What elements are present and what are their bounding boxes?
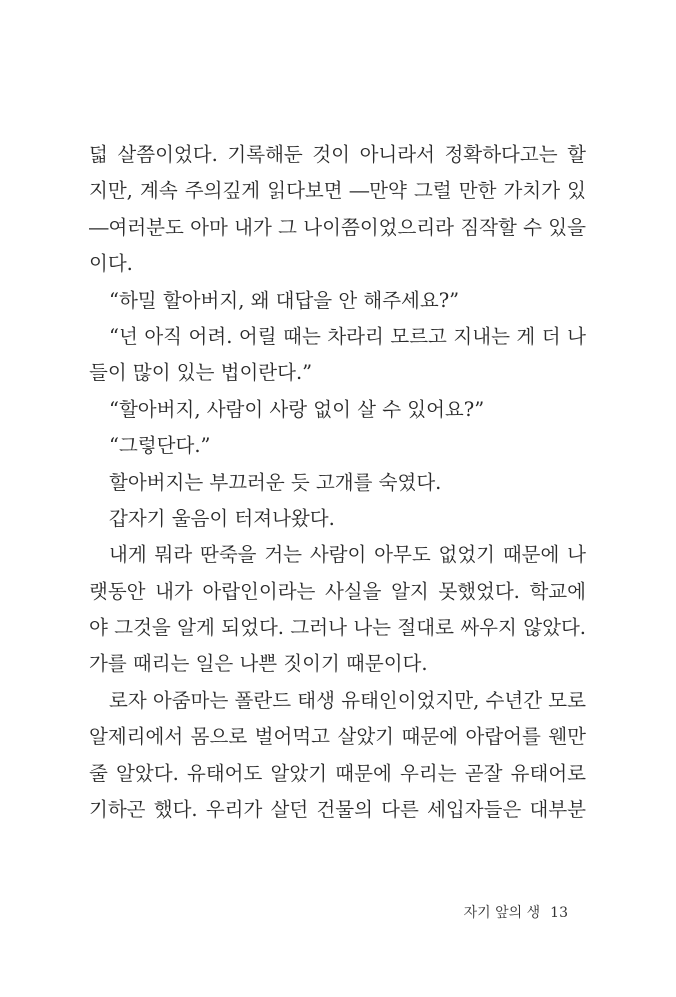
- text-line: 이다.: [89, 252, 133, 276]
- text-line: 할아버지는 부끄러운 듯 고개를 숙였다.: [109, 470, 442, 494]
- text-line: 내게 뭐라 딴죽을 거는 사람이 아무도 없었기 때문에 나: [109, 543, 586, 567]
- page-number: 13: [550, 905, 568, 921]
- text-line: 지만, 계속 주의깊게 읽다보면 ―만약 그럴 만한 가치가 있: [89, 179, 586, 203]
- text-line: 들이 많이 있는 법이란다.”: [89, 361, 313, 385]
- text-line: 기하곤 했다. 우리가 살던 건물의 다른 세입자들은 대부분: [89, 798, 586, 822]
- text-line: 알제리에서 몸으로 벌어먹고 살았기 때문에 아랍어를 웬만: [89, 725, 586, 749]
- running-title: 자기 앞의 생: [463, 905, 541, 921]
- text-line: 로자 아줌마는 폴란드 태생 유태인이었지만, 수년간 모로: [109, 688, 586, 712]
- text-line: “넌 아직 어려. 어릴 때는 차라리 모르고 지내는 게 더 나: [109, 324, 586, 348]
- text-line: 가를 때리는 일은 나쁜 짓이기 때문이다.: [89, 652, 428, 676]
- text-line: 줄 알았다. 유태어도 알았기 때문에 우리는 곧잘 유태어로: [89, 761, 586, 785]
- text-line: 야 그것을 알게 되었다. 그러나 나는 절대로 싸우지 않았다.: [89, 616, 586, 640]
- page-footer: [464, 902, 568, 922]
- text-line: ―여러분도 아마 내가 그 나이쯤이었으리라 짐작할 수 있을: [89, 215, 586, 239]
- text-line: “그렇단다.”: [109, 434, 211, 458]
- body-text: [89, 137, 586, 828]
- text-line: “할아버지, 사람이 사랑 없이 살 수 있어요?”: [109, 397, 485, 421]
- text-line: 덟 살쯤이었다. 기록해둔 것이 아니라서 정확하다고는 할: [89, 143, 586, 166]
- text-line: 갑자기 울음이 터져나왔다.: [109, 506, 335, 530]
- text-line: “하밀 할아버지, 왜 대답을 안 해주세요?”: [109, 288, 460, 312]
- text-line: 랫동안 내가 아랍인이라는 사실을 알지 못했었다. 학교에: [89, 579, 586, 603]
